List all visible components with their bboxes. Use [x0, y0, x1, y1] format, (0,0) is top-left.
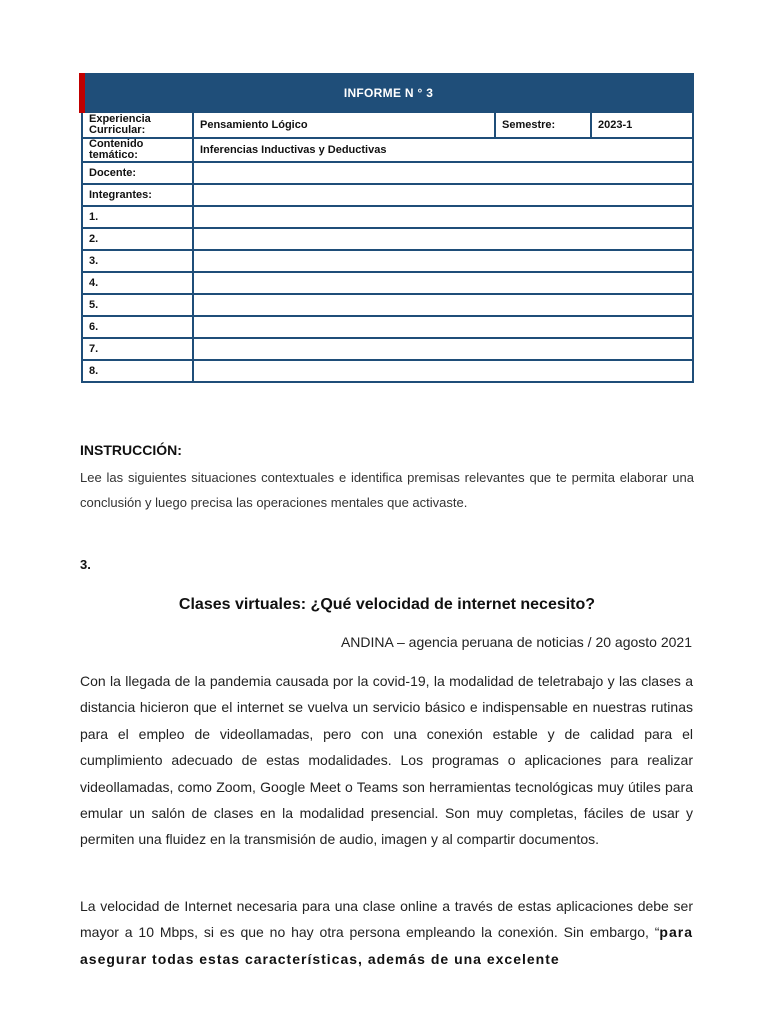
member-row-number: 5.: [82, 294, 193, 316]
contenido-label: Contenido temático:: [82, 138, 193, 162]
semestre-label: Semestre:: [495, 112, 591, 138]
instruction-text: Lee las siguientes situaciones contextuales e identifica premisas relevantes que te permita elaborar una conclusión y luego precisa las operaciones mentales que activaste.: [80, 470, 694, 510]
instruction-heading: INSTRUCCIÓN:: [80, 442, 182, 458]
item-number: 3.: [80, 557, 91, 572]
member-row-number: 3.: [82, 250, 193, 272]
integrantes-label: Integrantes:: [82, 184, 193, 206]
report-header-table: [79, 73, 694, 383]
member-row-number: 8.: [82, 360, 193, 382]
article-source: ANDINA – agencia peruana de noticias / 20 agosto 2021: [340, 634, 692, 650]
member-row-value: [193, 272, 693, 294]
article-title: Clases virtuales: ¿Qué velocidad de internet necesito?: [178, 596, 596, 613]
semestre-value: 2023-1: [591, 112, 693, 138]
member-row-number: 2.: [82, 228, 193, 250]
member-row-value: [193, 294, 693, 316]
member-row-value: [193, 316, 693, 338]
report-title: INFORME N ° 3: [82, 74, 693, 112]
member-row-number: 6.: [82, 316, 193, 338]
docente-value: [193, 162, 693, 184]
member-row-number: 1.: [82, 206, 193, 228]
member-row-value: [193, 338, 693, 360]
integrantes-value: [193, 184, 693, 206]
paragraph-2-bold-text: para asegurar todas estas características, además de una excelente: [80, 924, 693, 967]
member-row-value: [193, 360, 693, 382]
article-paragraph-2: [80, 893, 693, 972]
experiencia-value: Pensamiento Lógico: [193, 112, 495, 138]
paragraph-2-text: La velocidad de Internet necesaria para una clase online a través de estas aplicaciones debe ser mayor a 10 Mbps, si es que no hay otra persona empleando la conexión. Sin embargo, “: [80, 898, 693, 941]
member-row-number: 7.: [82, 338, 193, 360]
article-paragraph-1: Con la llegada de la pandemia causada por la covid-19, la modalidad de teletrabajo y las clases a distancia hicieron que el internet se vuelva un servicio básico e indispensable en nuestras rutinas para el empleo de videollamadas, pero con una conexión estable y de calidad para el cumplimiento adecuado de estas modalidades. Los programas o aplicaciones para realizar videollamadas, como Zoom, Google Meet o Teams son herramientas tecnológicas muy útiles para emular un salón de clases en la modalidad presencial. Son muy completas, fáciles de usar y permiten una fluidez en la transmisión de audio, imagen y al compartir documentos.: [80, 673, 693, 848]
experiencia-label: Experiencia Curricular:: [82, 112, 193, 138]
member-row-value: [193, 228, 693, 250]
contenido-value: Inferencias Inductivas y Deductivas: [193, 138, 693, 162]
member-row-value: [193, 250, 693, 272]
member-row-number: 4.: [82, 272, 193, 294]
docente-label: Docente:: [82, 162, 193, 184]
member-row-value: [193, 206, 693, 228]
